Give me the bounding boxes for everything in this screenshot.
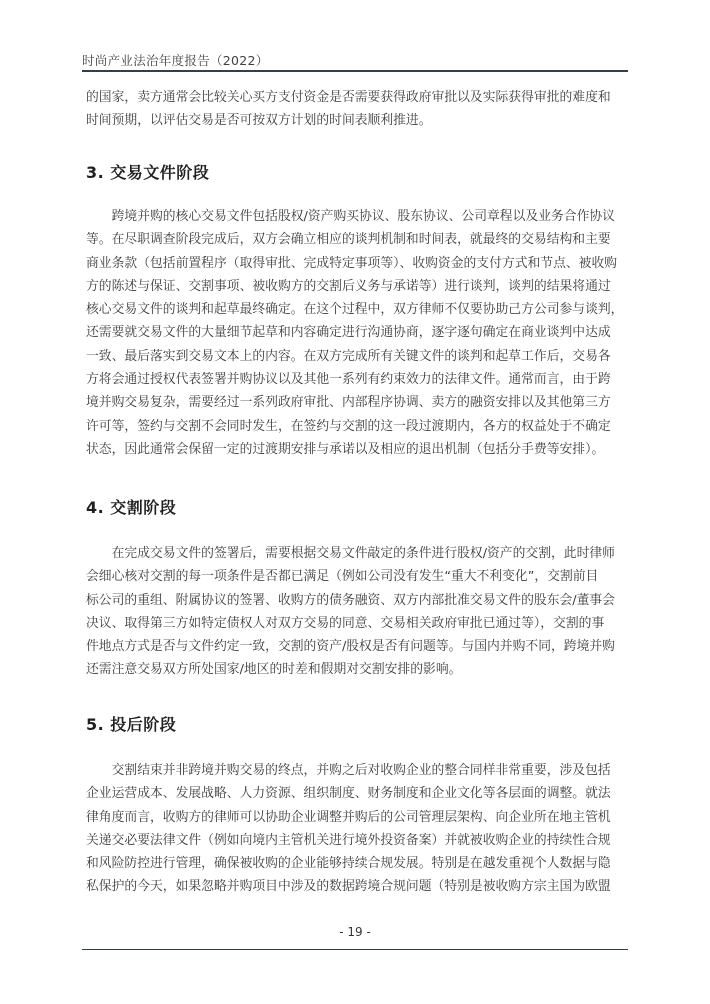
paragraph-line: 跨境并购的核心交易文件包括股权/资产购买协议、股东协议、公司章程以及业务合作协议 bbox=[86, 209, 615, 224]
paragraph-line: 交割结束并非跨境并购交易的终点，并购之后对收购企业的整合同样非常重要，涉及包括 bbox=[86, 763, 611, 778]
paragraph-line: 还需要就交易文件的大量细节起草和内容确定进行沟通协商，逐字逐句确定在商业谈判中达成 bbox=[86, 325, 611, 341]
paragraph-line: 件地点方式是否与文件约定一致，交割的资产/股权是否有问题等。与国内并购不同，跨境并购 bbox=[86, 639, 615, 655]
paragraph-line: 还需注意交易双方所处国家/地区的时差和假期对交割安排的影响。 bbox=[86, 662, 462, 678]
paragraph-line: 状态，因此通常会保留一定的过渡期安排与承诺以及相应的退出机制（包括分手费等安排）。 bbox=[86, 441, 605, 457]
section-4-heading: 4. 交割阶段 bbox=[86, 498, 177, 517]
paragraph-line: 商业条款（包括前置程序（取得审批、完成特定事项等）、收购资金的支付方式和节点、被收购 bbox=[86, 255, 618, 271]
section-3-heading: 3. 交易文件阶段 bbox=[86, 163, 210, 182]
page-header-title: 时尚产业法治年度报告（2022） bbox=[82, 53, 269, 68]
paragraph-line: 的国家，卖方通常会比较关心买方支付资金是否需要获得政府审批以及实际获得审批的难度和 bbox=[86, 90, 611, 105]
paragraph-line: 方将会通过授权代表签署并购协议以及其他一系列有约束效力的法律文件。通常而言，由于跨 bbox=[86, 372, 611, 388]
paragraph-line: 方的陈述与保证、交割事项、被收购方的交割后义务与承诺等）进行谈判，谈判的结果将通过 bbox=[86, 278, 611, 294]
paragraph-line: 关递交必要法律文件（例如向境内主管机关进行境外投资备案）并就被收购企业的持续性合规 bbox=[86, 832, 611, 848]
paragraph-line: 律角度而言，收购方的律师可以协助企业调整并购后的公司管理层架构、向企业所在地主管机 bbox=[86, 809, 611, 825]
paragraph-line: 等。在尽职调查阶段完成后，双方会确立相应的谈判机制和时间表，就最终的交易结构和主要 bbox=[86, 232, 611, 248]
section-5-paragraph bbox=[86, 759, 626, 899]
paragraph-line: 私保护的今天，如果忽略并购项目中涉及的数据跨境合规问题（特别是被收购方宗主国为欧盟 bbox=[86, 879, 611, 895]
intro-paragraph bbox=[86, 86, 626, 133]
paragraph-line: 企业运营成本、发展战略、人力资源、组织制度、财务制度和企业文化等各层面的调整。就法 bbox=[86, 786, 611, 802]
paragraph-line: 时间预期，以评估交易是否可按双方计划的时间表顺利推进。 bbox=[86, 113, 432, 129]
paragraph-line: 和风险防控进行管理，确保被收购的企业能够持续合规发展。特别是在越发重视个人数据与隐 bbox=[86, 856, 611, 872]
section-5-heading: 5. 投后阶段 bbox=[86, 715, 177, 734]
section-4-paragraph bbox=[86, 542, 626, 682]
header-rule bbox=[82, 70, 628, 72]
paragraph-line: 会细心核对交割的每一项条件是否都已满足（例如公司没有发生“重大不利变化”，交割前目 bbox=[86, 569, 599, 585]
paragraph-line: 境并购交易复杂，需要经过一系列政府审批、内部程序协调、卖方的融资安排以及其他第三方 bbox=[86, 395, 611, 411]
page-number: - 19 - bbox=[339, 925, 371, 939]
paragraph-line: 许可等，签约与交割不会同时发生，在签约与交割的这一段过渡期内，各方的权益处于不确定 bbox=[86, 418, 611, 434]
paragraph-line: 决议、取得第三方如特定债权人对双方交易的同意、交易相关政府审批已通过等），交割的事 bbox=[86, 615, 605, 631]
footer-rule bbox=[82, 949, 628, 950]
paragraph-line: 在完成交易文件的签署后，需要根据交易文件敲定的条件进行股权/资产的交割，此时律师 bbox=[86, 546, 615, 561]
section-3-paragraph bbox=[86, 205, 626, 461]
paragraph-line: 核心交易文件的谈判和起草最终确定。在这个过程中，双方律师不仅要协助己方公司参与谈判， bbox=[86, 302, 624, 318]
paragraph-line: 标公司的重组、附属协议的签署、收购方的债务融资、双方内部批准交易文件的股东会/董事会 bbox=[86, 592, 615, 608]
paragraph-line: 一致、最后落实到交易文本上的内容。在双方完成所有关键文件的谈判和起草工作后，交易各 bbox=[86, 348, 611, 364]
